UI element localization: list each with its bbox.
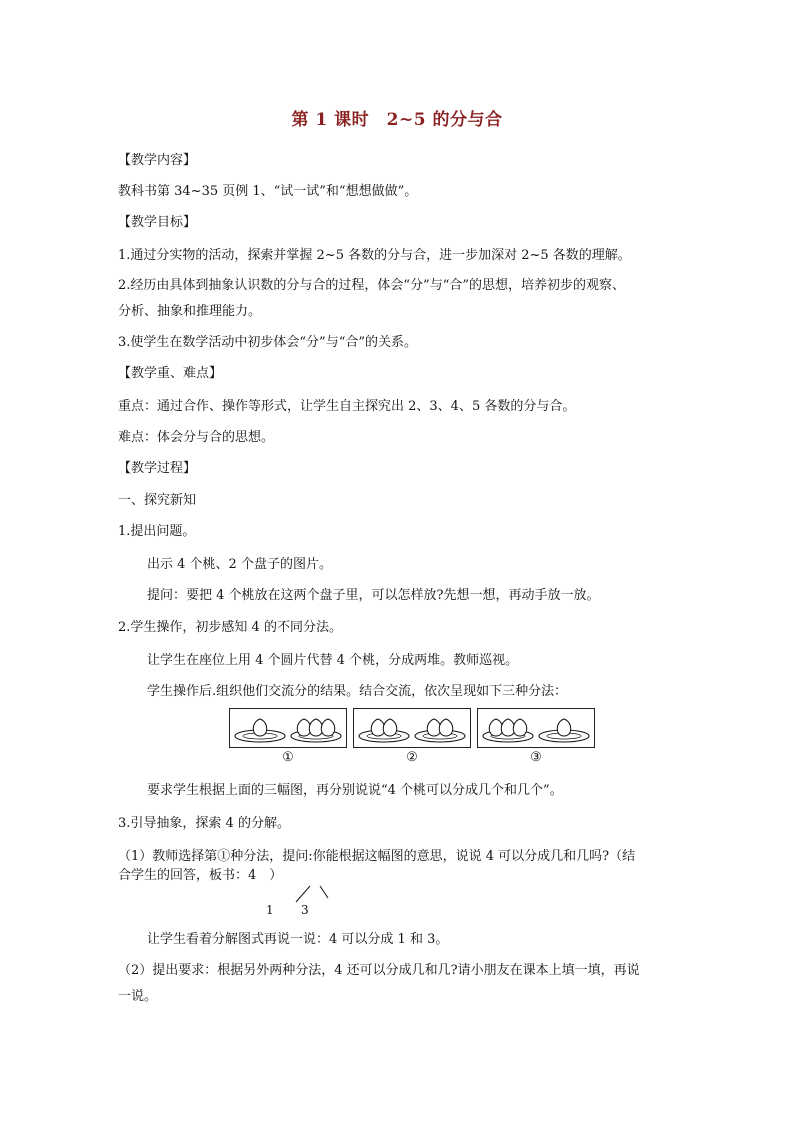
goal-1: 1.通过分实物的活动，探索并掌握 2~5 各数的分与合，进一步加深对 2~5 各数的理解。 (118, 248, 631, 263)
step-1a: 出示 4 个桃、2 个盘子的图片。 (147, 557, 332, 572)
step-3-1c: 让学生看着分解图式再说一说：4 可以分成 1 和 3。 (147, 932, 449, 947)
step-1b: 提问：要把 4 个桃放在这两个盘子里，可以怎样放?先想一想，再动手放一放。 (147, 588, 600, 603)
key-heading: 【教学重、难点】 (118, 366, 223, 381)
content-heading: 【教学内容】 (118, 153, 197, 168)
goals-heading: 【教学目标】 (118, 215, 197, 230)
peach-icon (321, 719, 335, 736)
figure-caption-1: ① (282, 750, 294, 765)
content-text: 教科书第 34~35 页例 1、“试一试”和“想想做做”。 (118, 184, 418, 199)
key-point: 重点：通过合作、操作等形式，让学生自主探究出 2、3、4、5 各数的分与合。 (118, 399, 576, 414)
peach-icon (501, 719, 515, 736)
peach-icon (489, 719, 503, 736)
step-3-2-line-1: （2）提出要求：根据另外两种分法，4 还可以分成几和几?请小朋友在课本上填一填，再说 (118, 963, 640, 978)
part-1: 一、探究新知 (118, 493, 197, 508)
peach-icon (309, 719, 323, 736)
peach-icon (297, 719, 311, 736)
plate-panel-2 (353, 708, 471, 748)
figure-caption-3: ③ (530, 750, 542, 765)
figure-caption-2: ② (406, 750, 418, 765)
peach-icon (439, 719, 453, 736)
step-2: 2.学生操作，初步感知 4 的不同分法。 (118, 620, 342, 635)
step-1: 1.提出问题。 (118, 524, 196, 539)
tree-left-number: 1 (266, 903, 274, 917)
plate-panel-3 (477, 708, 595, 748)
peach-icon (253, 719, 267, 736)
peach-icon (383, 719, 397, 736)
peach-icon (371, 719, 385, 736)
goal-3: 3.使学生在数学活动中初步体会“分”与“合”的关系。 (118, 335, 417, 350)
process-heading: 【教学过程】 (118, 461, 197, 476)
peach-icon (557, 719, 571, 736)
step-2a: 让学生在座位上用 4 个圆片代替 4 个桃，分成两堆。教师巡视。 (147, 653, 519, 668)
lesson-title: 第 1 课时 2~5 的分与合 (291, 110, 503, 130)
step-3-1-line-1: （1）教师选择第①种分法，提问:你能根据这幅图的意思，说说 4 可以分成几和几吗?（结 (118, 849, 636, 864)
step-2c: 要求学生根据上面的三幅图，再分别说说“4 个桃可以分成几个和几个”。 (147, 783, 563, 798)
peach-icon (427, 719, 441, 736)
plate-panel-1 (229, 708, 347, 748)
step-3: 3.引导抽象，探索 4 的分解。 (118, 816, 290, 831)
peach-icon (513, 719, 527, 736)
step-2b: 学生操作后.组织他们交流分的结果。结合交流，依次呈现如下三种分法： (147, 684, 568, 699)
step-3-2-line-2: 一说。 (118, 989, 158, 1004)
peach-plates-figure (229, 708, 595, 768)
goal-2-line-2: 分析、抽象和推理能力。 (118, 304, 262, 319)
goal-2-line-1: 2.经历由具体到抽象认识数的分与合的过程，体会“分”与“合”的思想，培养初步的观察、 (118, 278, 625, 293)
decomposition-tree (266, 884, 346, 920)
difficult-point: 难点：体会分与合的思想。 (118, 430, 275, 445)
step-3-1-line-2: 合学生的回答，板书：4 ） (118, 868, 283, 883)
tree-right-number: 3 (301, 903, 309, 917)
